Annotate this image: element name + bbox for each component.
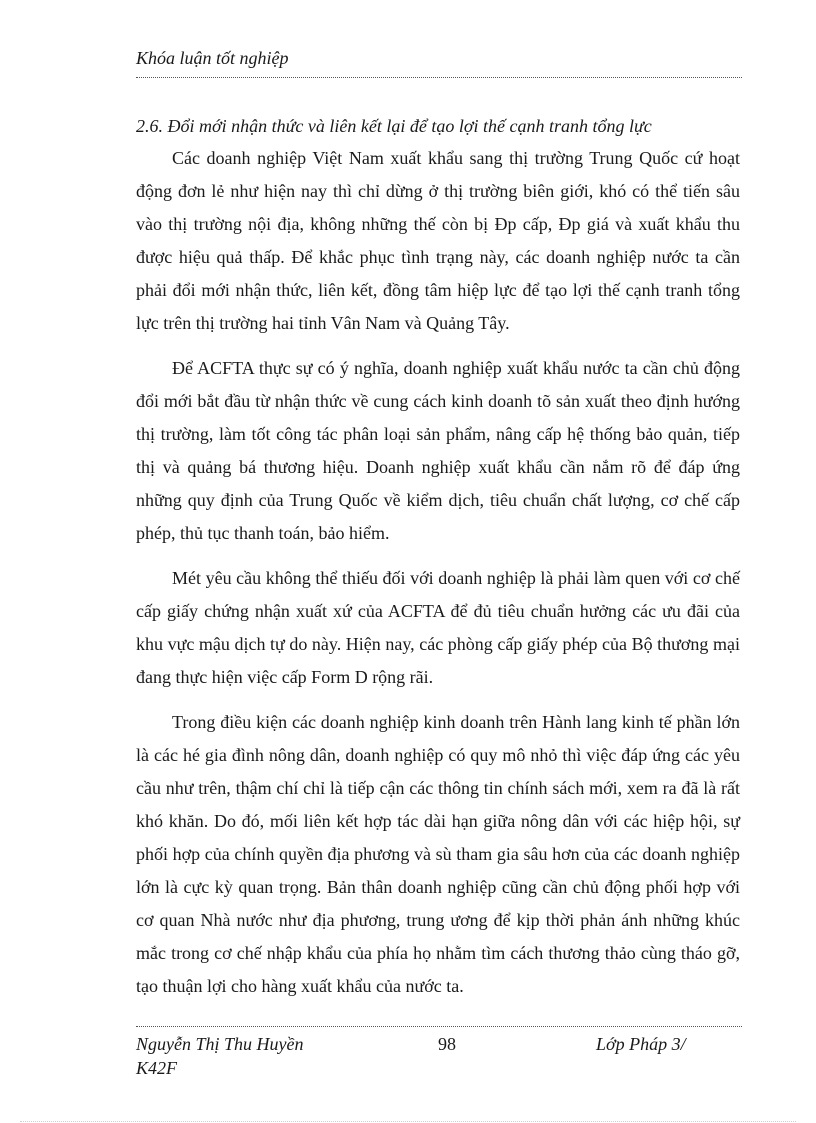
section-heading: 2.6. Đổi mới nhận thức và liên kết lại để tạo lợi thế cạnh tranh tổng lực (136, 116, 652, 136)
footer-author (136, 1032, 303, 1080)
paragraph-4: Trong điều kiện các doanh nghiệp kinh doanh trên Hành lang kinh tế phần lớn là các hé gia đình nông dân, doanh nghiệp có quy mô nhỏ thì việc đáp ứng các yêu cầu như trên, thậm chí chỉ là tiếp cận các thông tin chính sách mới, xem ra đã là rất khó khăn. Do đó, mối liên kết hợp tác dài hạn giữa nông dân với các hiệp hội, sự phối hợp của chính quyền địa phương và sù tham gia sâu hơn của các doanh nghiệp lớn là cực kỳ quan trọng. Bản thân doanh nghiệp cũng cần chủ động phối hợp với cơ quan Nhà nước như địa phương, trung ương để kịp thời phản ánh những khúc mắc trong cơ chế nhập khẩu của phía họ nhằm tìm cách thương thảo cùng tháo gỡ, tạo thuận lợi cho hàng xuất khẩu của nước ta. (136, 712, 740, 996)
header-divider (136, 77, 742, 78)
page-body (136, 110, 740, 1015)
paragraph-1: Các doanh nghiệp Việt Nam xuất khẩu sang thị trường Trung Quốc cứ hoạt động đơn lẻ như hiện nay thì chỉ dừng ở thị trường biên giới, khó có thể tiến sâu vào thị trường nội địa, không những thế còn bị Đp cấp, Đp giá và xuất khẩu thu được hiệu quả thấp. Để khắc phục tình trạng này, các doanh nghiệp nước ta cần phải đổi mới nhận thức, liên kết, đồng tâm hiệp lực để tạo lợi thế cạnh tranh tổng lực trên thị trường hai tỉnh Vân Nam và Quảng Tây. (136, 148, 740, 333)
page-number: 98 (438, 1034, 456, 1054)
footer-class-label: Lớp Pháp 3/ (596, 1034, 686, 1054)
page-bottom-divider (20, 1121, 796, 1122)
paragraph-3: Mét yêu cầu không thể thiếu đối với doanh nghiệp là phải làm quen với cơ chế cấp giấy chứng nhận xuất xứ của ACFTA để đủ tiêu chuẩn hưởng các ưu đãi của khu vực mậu dịch tự do này. Hiện nay, các phòng cấp giấy phép của Bộ thương mại đang thực hiện việc cấp Form D rộng rãi. (136, 568, 740, 687)
footer-divider (136, 1026, 742, 1027)
header-title: Khóa luận tốt nghiệp (136, 48, 289, 68)
footer-author-name: Nguyễn Thị Thu Huyền (136, 1034, 304, 1054)
paragraph-2: Để ACFTA thực sự có ý nghĩa, doanh nghiệp xuất khẩu nước ta cần chủ động đổi mới bắt đầu từ nhận thức về cung cách kinh doanh tõ sản xuất theo định hướng thị trường, làm tốt công tác phân loại sản phẩm, nâng cấp hệ thống bảo quản, tiếp thị và quảng bá thương hiệu. Doanh nghiệp xuất khẩu cần nắm rõ để đáp ứng những quy định của Trung Quốc về kiểm dịch, tiêu chuẩn chất lượng, cơ chế cấp phép, thủ tục thanh toán, bảo hiểm. (136, 358, 740, 543)
footer-author-class-code: K42F (136, 1058, 178, 1078)
